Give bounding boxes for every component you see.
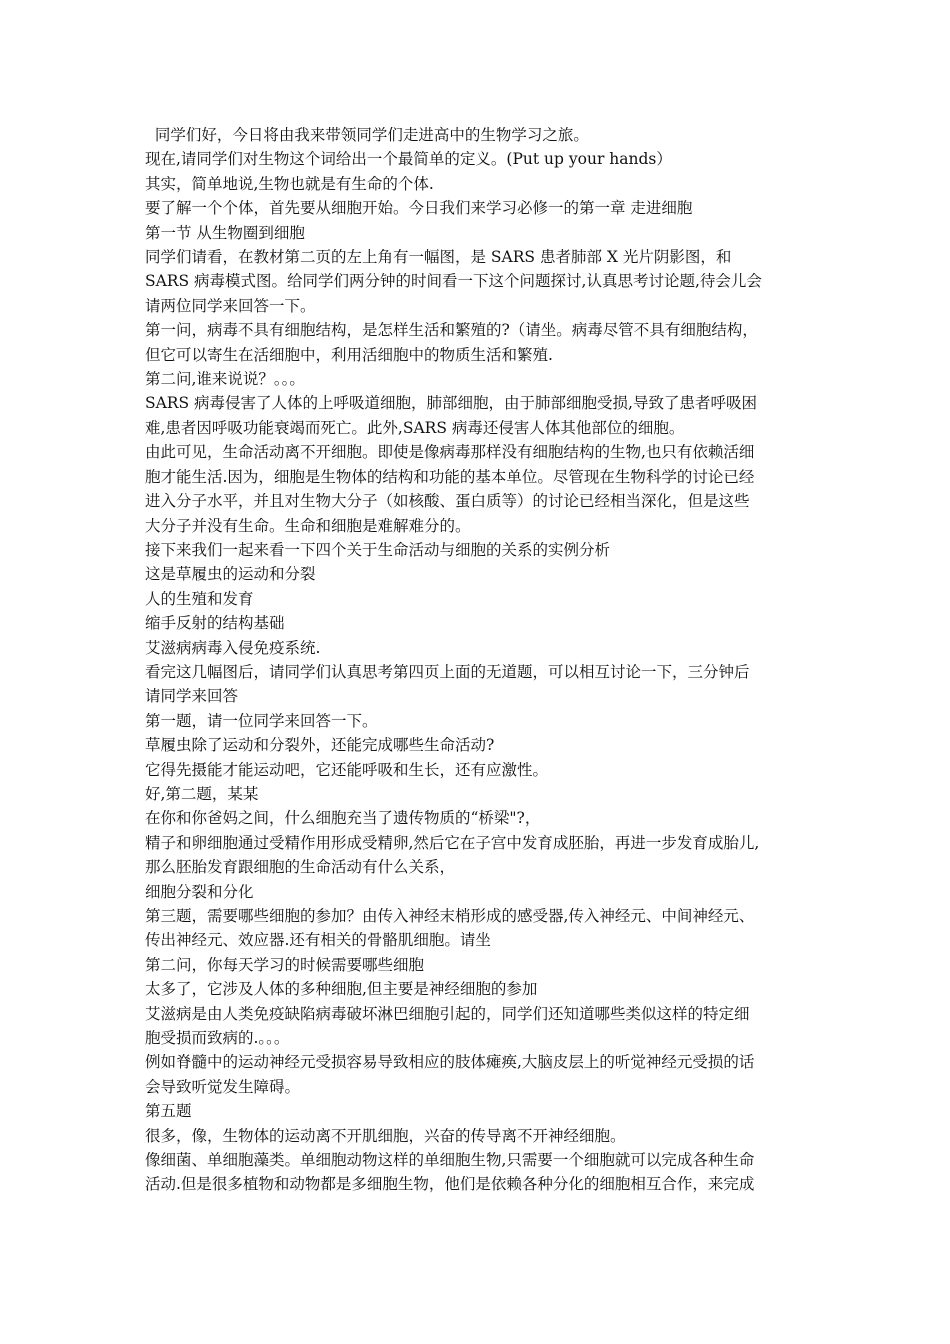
text-line: 请两位同学来回答一下。 — [145, 296, 316, 315]
text-line: 第一问，病毒不具有细胞结构，是怎样生活和繁殖的?（请坐。病毒尽管不具有细胞结构， — [145, 321, 758, 340]
text-line: 在你和你爸妈之间，什么细胞充当了遗传物质的“桥梁"?， — [145, 809, 541, 828]
text-line: 其实，简单地说,生物也就是有生命的个体. — [145, 174, 434, 193]
text-line: 第二问，你每天学习的时候需要哪些细胞 — [145, 955, 425, 974]
text-line: 缩手反射的结构基础 — [145, 614, 285, 633]
text-line: 草履虫除了运动和分裂外，还能完成哪些生命活动? — [145, 736, 495, 755]
text-line: 艾滋病病毒入侵免疫系统. — [145, 638, 321, 657]
text-line: 难,患者因呼吸功能衰竭而死亡。此外,SARS 病毒还侵害人体其他部位的细胞。 — [145, 418, 685, 437]
text-line: 好,第二题，某某 — [145, 784, 259, 803]
text-line: 第五题 — [145, 1102, 192, 1121]
text-line: 太多了，它涉及人体的多种细胞,但主要是神经细胞的参加 — [145, 980, 538, 999]
text-line: 这是草履虫的运动和分裂 — [145, 565, 316, 584]
text-line: 像细菌、单细胞藻类。单细胞动物这样的单细胞生物,只需要一个细胞就可以完成各种生命 — [145, 1151, 755, 1170]
text-line: 活动.但是很多植物和动物都是多细胞生物，他们是依赖各种分化的细胞相互合作，来完成 — [145, 1175, 755, 1194]
text-line: 那么胚胎发育跟细胞的生命活动有什么关系， — [145, 858, 456, 877]
text-line: 现在,请同学们对生物这个词给出一个最简单的定义。(Put up your hands） — [145, 150, 672, 169]
text-line: 第一题，请一位同学来回答一下。 — [145, 711, 378, 730]
text-line: 请同学来回答 — [145, 687, 239, 706]
text-line: SARS 病毒侵害了人体的上呼吸道细胞，肺部细胞，由于肺部细胞受损,导致了患者呼吸困 — [145, 394, 757, 413]
text-line: 胞才能生活.因为，细胞是生物体的结构和功能的基本单位。尽管现在生物科学的讨论已经 — [145, 467, 755, 486]
text-line: 例如脊髓中的运动神经元受损容易导致相应的肢体瘫痪,大脑皮层上的听觉神经元受损的话 — [145, 1053, 755, 1072]
section-heading: 第一节 从生物圈到细胞 — [145, 223, 305, 242]
text-line: 第二问,谁来说说？。。。 — [145, 370, 305, 389]
text-line: 但它可以寄生在活细胞中，利用活细胞中的物质生活和繁殖. — [145, 345, 553, 364]
text-line: 细胞分裂和分化 — [145, 882, 254, 901]
text-line: 人的生殖和发育 — [145, 589, 254, 608]
text-line: 看完这几幅图后，请同学们认真思考第四页上面的无道题，可以相互讨论一下，三分钟后 — [145, 662, 750, 681]
text-line: 会导致听觉发生障碍。 — [145, 1077, 301, 1096]
text-line: 传出神经元、效应器.还有相关的骨骼肌细胞。请坐 — [145, 931, 491, 950]
text-line: 它得先摄能才能运动吧，它还能呼吸和生长，还有应激性。 — [145, 760, 549, 779]
text-line: 艾滋病是由人类免疫缺陷病毒破坏淋巴细胞引起的，同学们还知道哪些类似这样的特定细 — [145, 1004, 750, 1023]
document-body — [145, 123, 810, 1197]
text-line: 接下来我们一起来看一下四个关于生命活动与细胞的关系的实例分析 — [145, 540, 611, 559]
text-line: 要了解一个个体，首先要从细胞开始。今日我们来学习必修一的第一章 走进细胞 — [145, 199, 693, 218]
text-line: 胞受损而致病的.。。。 — [145, 1029, 290, 1048]
text-line: 精子和卵细胞通过受精作用形成受精卵,然后它在子宫中发育成胚胎，再进一步发育成胎儿, — [145, 833, 760, 852]
text-line: SARS 病毒模式图。给同学们两分钟的时间看一下这个问题探讨,认真思考讨论题,待会儿会 — [145, 272, 762, 291]
text-line: 很多，像，生物体的运动离不开肌细胞，兴奋的传导离不开神经细胞。 — [145, 1126, 626, 1145]
text-line: 同学们好，今日将由我来带领同学们走进高中的生物学习之旅。 — [145, 126, 589, 144]
text-line: 同学们请看，在教材第二页的左上角有一幅图，是 SARS 患者肺部 X 光片阴影图，和 — [145, 248, 732, 267]
text-line: 由此可见，生命活动离不开细胞。即使是像病毒那样没有细胞结构的生物,也只有依赖活细 — [145, 443, 755, 462]
text-line: 第三题，需要哪些细胞的参加？由传入神经末梢形成的感受器,传入神经元、中间神经元、 — [145, 907, 755, 925]
text-line: 大分子并没有生命。生命和细胞是难解难分的。 — [145, 516, 471, 535]
text-line: 进入分子水平，并且对生物大分子（如核酸、蛋白质等）的讨论已经相当深化，但是这些 — [145, 492, 750, 511]
